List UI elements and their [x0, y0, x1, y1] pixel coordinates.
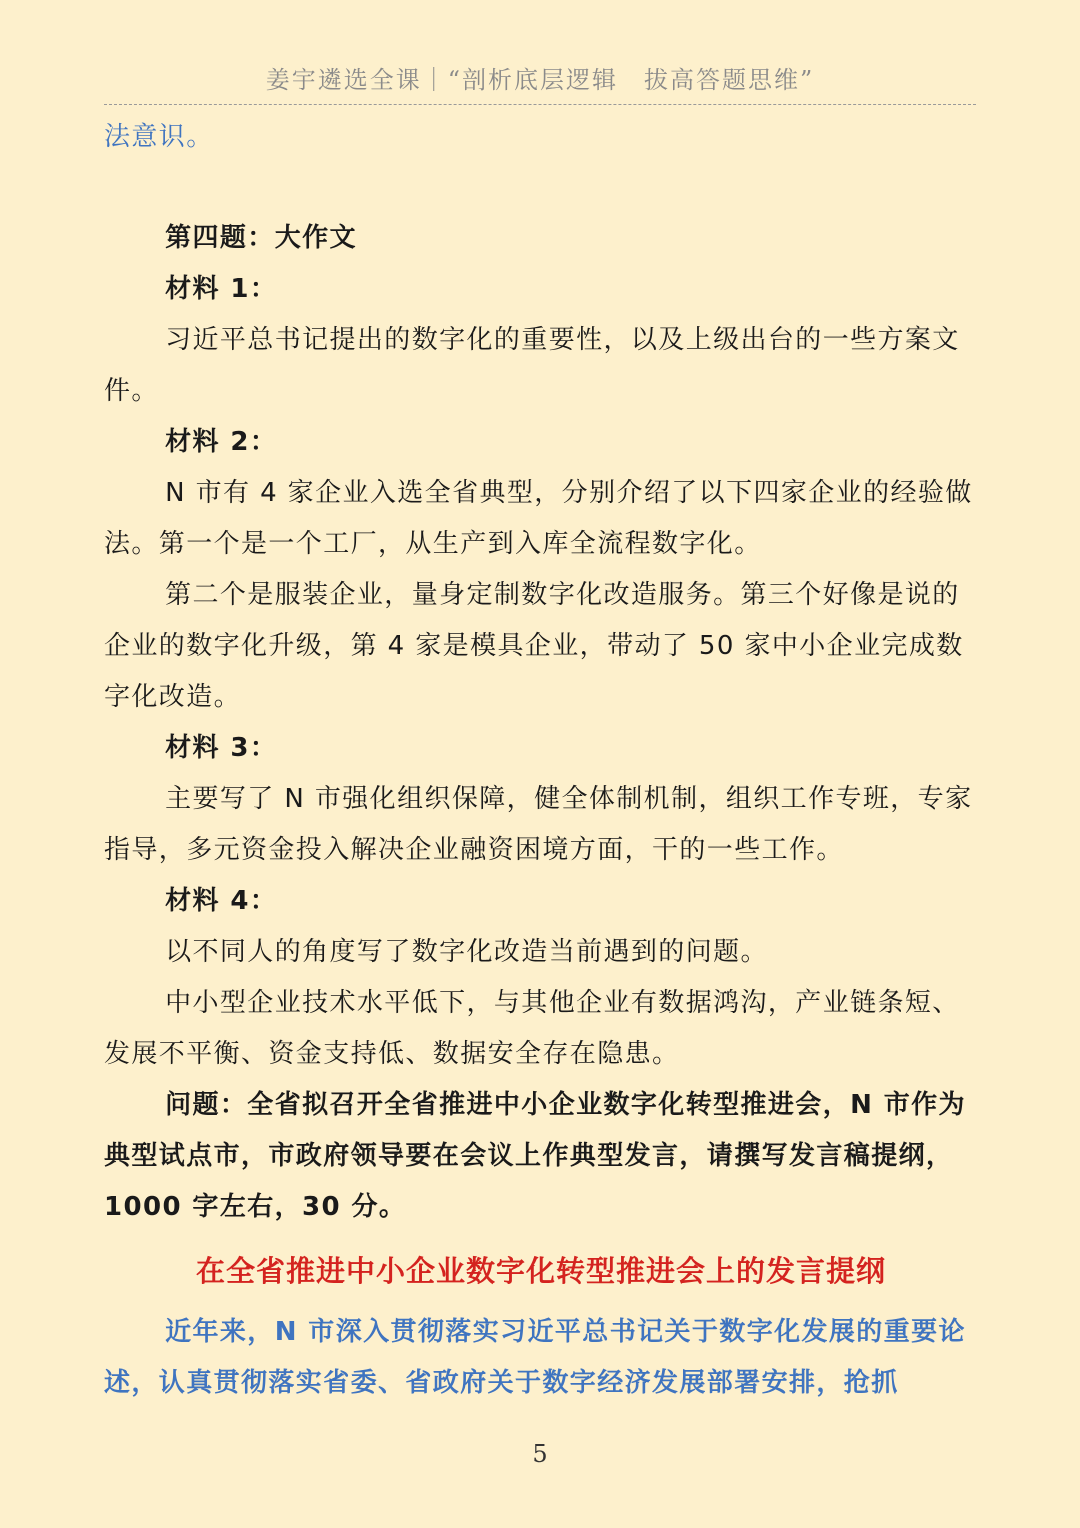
- page-header: 姜宇遴选全课｜“剖析底层逻辑 拔高答题思维”: [104, 62, 976, 105]
- material-1-text: 习近平总书记提出的数字化的重要性，以及上级出台的一些方案文件。: [104, 325, 960, 406]
- material-2-label: 材料 2：: [165, 427, 278, 457]
- material-3-label: 材料 3：: [165, 733, 278, 763]
- material-4-label: 材料 4：: [165, 886, 278, 916]
- material-2-paragraph-2: 第二个是服装企业，量身定制数字化改造服务。第三个好像是说的企业的数字化升级，第 4 家是模具企业，带动了 50 家中小企业完成数字化改造。: [104, 580, 964, 712]
- material-2-paragraph-1: N 市有 4 家企业入选全省典型，分别介绍了以下四家企业的经验做法。第一个是一个工厂，从生产到入库全流程数字化。: [104, 478, 973, 559]
- answer-paragraph-1: 近年来，N 市深入贯彻落实习近平总书记关于数字化发展的重要论述，认真贯彻落实省委、省政府关于数字经济发展部署安排，抢抓: [104, 1317, 966, 1398]
- question-text: 问题：全省拟召开全省推进中小企业数字化转型推进会，N 市作为典型试点市，市政府领导要在会议上作典型发言，请撰写发言稿提纲，1000 字左右，30 分。: [104, 1090, 966, 1222]
- page-number: 5: [532, 1440, 548, 1468]
- answer-title: 在全省推进中小企业数字化转型推进会上的发言提纲: [195, 1254, 886, 1288]
- continuation-text: 法意识。: [104, 122, 214, 152]
- section-title: 第四题：大作文: [165, 223, 357, 253]
- material-1-label: 材料 1：: [165, 274, 278, 304]
- paragraph-spacer: [104, 163, 978, 213]
- material-4-paragraph-2: 中小型企业技术水平低下，与其他企业有数据鸿沟，产业链条短、发展不平衡、资金支持低、数据安全存在隐患。: [104, 988, 960, 1069]
- document-body: [104, 112, 978, 1409]
- material-4-paragraph-1: 以不同人的角度写了数字化改造当前遇到的问题。: [165, 937, 768, 967]
- material-3-text: 主要写了 N 市强化组织保障，健全体制机制，组织工作专班，专家指导，多元资金投入解决企业融资困境方面，干的一些工作。: [104, 784, 973, 865]
